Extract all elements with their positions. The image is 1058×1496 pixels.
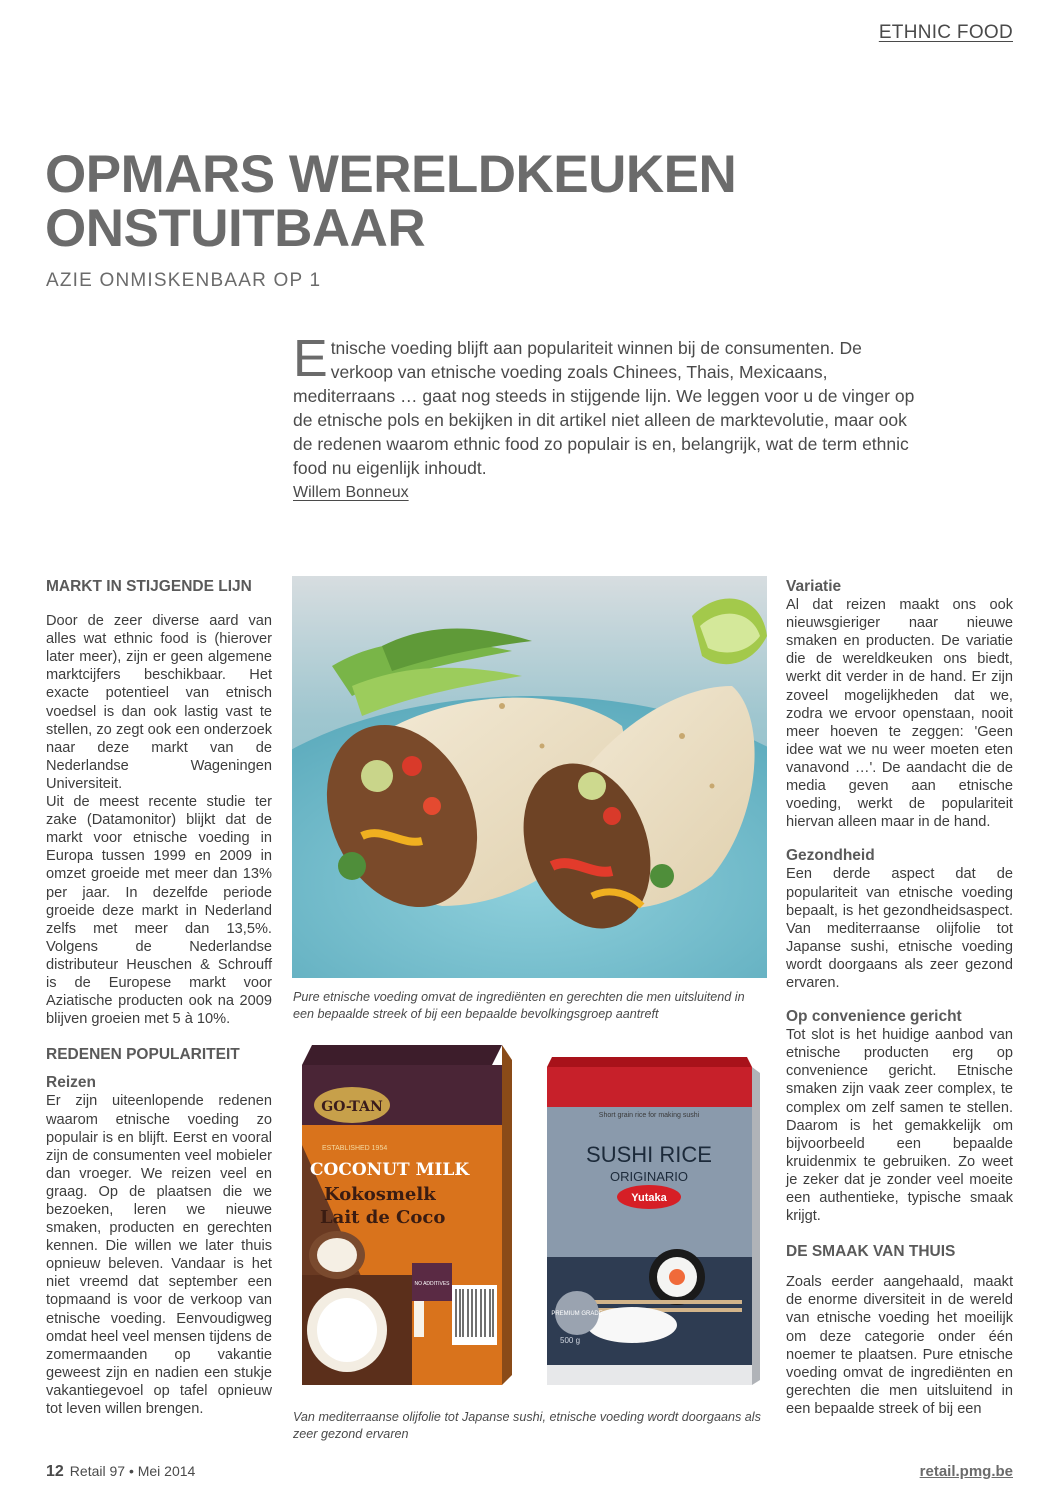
column-right (786, 578, 1013, 1418)
dropcap: E (293, 330, 328, 388)
title-line-1: OPMARS WERELDKEUKEN (45, 145, 737, 204)
paragraph: Uit de meest recente studie ter zake (Datamonitor) blijkt dat de markt voor etnische voeding in Europa tussen 1999 en 2009 in omzet groeide met meer dan 13% per jaar. In dezelfde periode groeide deze markt in Nederland zelfs met meer dan 13,5%. Volgens de Nederlandse distributeur Heuschen & Schrouff is de Europese markt voor Aziatische producten ook na 2009 blijven groeien met 5 à 10%. (46, 794, 272, 1028)
subheading-travel: Reizen (46, 1074, 96, 1092)
gotan-logo (314, 1087, 390, 1123)
svg-text:ESTABLISHED 1954: ESTABLISHED 1954 (322, 1145, 388, 1152)
products-photo (302, 1045, 762, 1403)
subheading-variation: Variatie (786, 578, 842, 595)
heading-reasons: REDENEN POPULARITEIT (46, 1046, 240, 1064)
subtitle: AZIE ONMISKENBAAR OP 1 (46, 270, 322, 291)
svg-text:Short grain rice for making su: Short grain rice for making sushi (598, 1112, 700, 1119)
subheading-convenience: Op convenience gericht (786, 1008, 962, 1026)
paragraph: Al dat reizen maakt ons ook nieuwsgieriger naar nieuwe smaken en producten. De variatie die de wereldkeuken ons biedt, werkt dit verder in de hand. Er zijn zoveel mogelijkheden dat we, zodra we ervoor openstaan, nooit meer hoeven te zeggen: 'Geen idee wat we nu weer moeten eten vanavond …'. De aandacht die de media geven aan etnische voeding, werkt de populariteit hiervan alleen maar in de hand. (786, 597, 1013, 831)
section-tag: ETHNIC FOOD (878, 22, 1013, 43)
svg-text:GO-TAN: GO-TAN (321, 1099, 383, 1115)
svg-text:NO ADDITIVES: NO ADDITIVES (414, 1281, 450, 1287)
paragraph: Er zijn uiteenlopende redenen waarom etnische voeding zo populair is en blijft. Eerst en vooral zijn de consumenten veel mobieler dan vroeger. We reizen veel en graag. Op de plaatsen die we bezoeken, leren we nieuwe smaken, producten en gerechten kennen. Die willen we later thuis opnieuw beleven. Vandaar is het niet vreemd dat september een topmaand is voor de verkoop van etnische voeding. Eenvoudigweg omdat heel veel mensen tijdens de zomermaanden op vakantie geweest zijn en nadien een stukje vakantiegevoel op tafel opnieuw tot leven willen brengen. (46, 1093, 272, 1418)
paragraph: Een derde aspect dat de populariteit van etnische voeding bepaalt, is het gezondheidsaspect. Van mediterraanse olijfolie tot Japanse sushi, etnische voeding wordt doorgaans als zeer gezond ervaren. (786, 866, 1013, 991)
paragraph: Door de zeer diverse aard van alles wat ethnic food is (hierover later meer), zijn er geen algemene marktcijfers beschikbaar. Het exacte potentieel van etnisch voedsel is dan ook lastig vast te stellen, zo zegt ook een onderzoek naar deze markt van de Nederlandse Wageningen Universiteit. (46, 613, 272, 792)
issue-info: Retail 97 • Mei 2014 (69, 1463, 196, 1479)
svg-text:Lait de Coco: Lait de Coco (320, 1207, 446, 1228)
page-number: 12 (46, 1463, 64, 1480)
svg-text:500 g: 500 g (560, 1336, 581, 1345)
svg-text:SUSHI RICE: SUSHI RICE (586, 1142, 712, 1167)
subheading-health: Gezondheid (786, 847, 875, 865)
site-link[interactable]: retail.pmg.be (919, 1463, 1013, 1480)
svg-text:COCONUT MILK: COCONUT MILK (310, 1160, 470, 1180)
author-byline[interactable]: Willem Bonneux (293, 484, 409, 501)
heading-taste-of-home: DE SMAAK VAN THUIS (786, 1243, 956, 1261)
heading-market: MARKT IN STIJGENDE LIJN (46, 578, 252, 595)
intro-paragraph (293, 330, 915, 480)
svg-text:Yutaka: Yutaka (631, 1192, 667, 1204)
photo-caption: Pure etnische voeding omvat de ingrediënten en gerechten die men uitsluitend in een bepaalde streek of bij een bepaalde bevolkingsgroep aantreft (293, 990, 745, 1021)
paragraph: Tot slot is het huidige aanbod van etnische producten erg op convenience gericht. Etnische smaken zijn vaak zeer complex, te complex om zelf samen te stellen. Daarom is het gemakkelijk om bijvoorbeeld een bepaalde kruidenmix te gebruiken. Zo weet je zeker dat je zonder veel moeite een authentieke, typische smaak krijgt. (786, 1027, 1013, 1225)
svg-text:ORIGINARIO: ORIGINARIO (609, 1169, 689, 1184)
wrap-photo (292, 576, 767, 978)
intro-text: tnische voeding blijft aan populariteit winnen bij de consumenten. De verkoop van etnische voeding zoals Chinees, Thais, Mexicaans, mediterraans … gaat nog steeds in stijgende lijn. We leggen voor u de vinger op de etnische pols en bekijken in dit artikel niet alleen de marktevolutie, maar ook de redenen waarom ethnic food zo populair is en, belangrijk, wat de term ethnic food nu eigenlijk inhoudt. (293, 338, 915, 478)
paragraph: Zoals eerder aangehaald, maakt de enorme diversiteit in de wereld van etnische voeding het moeilijk om deze categorie onder één noemer te plaatsen. Pure etnische voeding omvat de ingrediënten en gerechten die men uitsluitend in een bepaalde streek of bij een (786, 1274, 1013, 1417)
footer-issue (46, 1463, 195, 1481)
page-title (45, 145, 805, 258)
products-caption: Van mediterraanse olijfolie tot Japanse sushi, etnische voeding wordt doorgaans als zeer gezond ervaren (293, 1410, 761, 1441)
column-left (46, 578, 272, 1418)
svg-text:PREMIUM GRADE: PREMIUM GRADE (551, 1311, 603, 1317)
title-line-2: ONSTUITBAAR (45, 199, 426, 258)
svg-text:Kokosmelk: Kokosmelk (324, 1184, 436, 1205)
